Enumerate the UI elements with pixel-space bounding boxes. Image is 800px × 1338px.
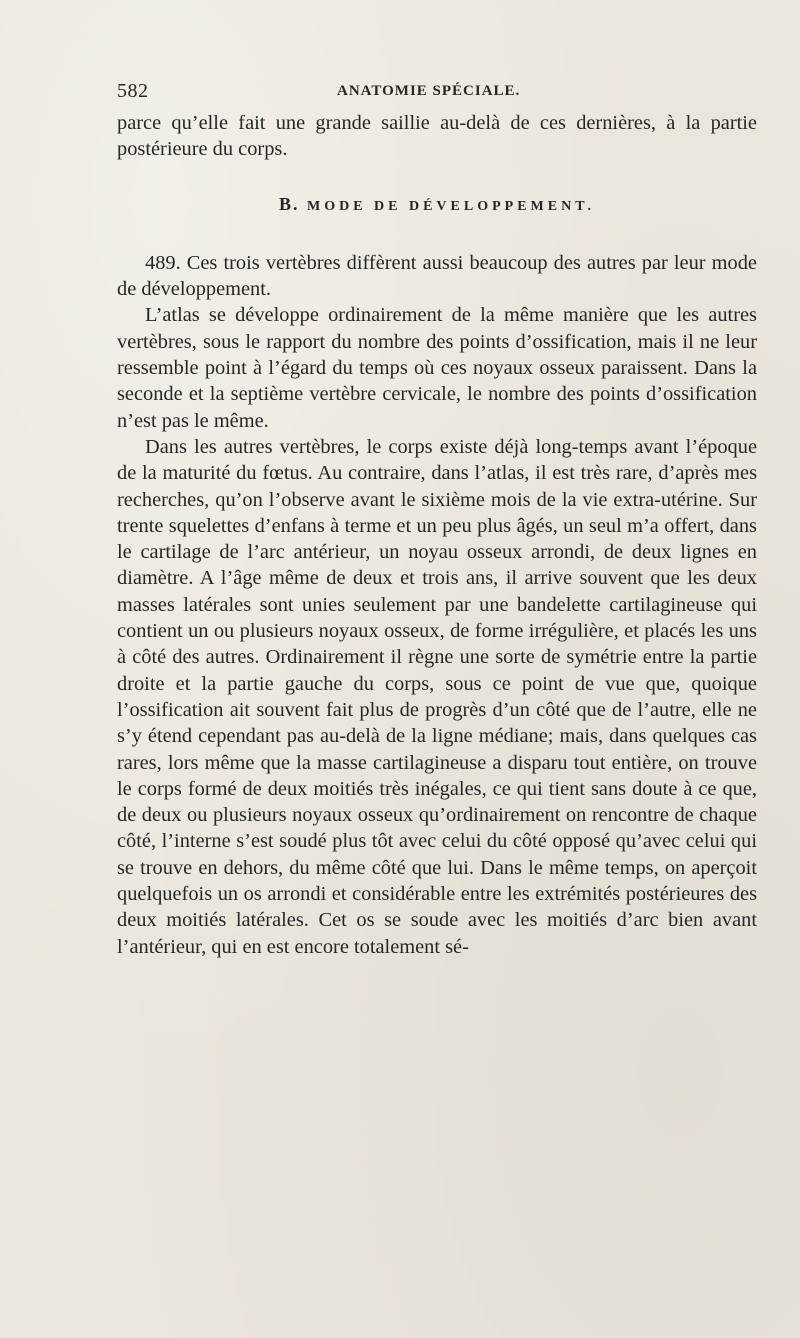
section-heading (117, 191, 757, 220)
paragraph-489: 489. Ces trois vertèbres diffèrent aussi beaucoup des autres par leur mode de développement. (117, 251, 757, 301)
running-head: ANATOMIE SPÉCIALE. (337, 83, 521, 99)
page-number: 582 (117, 80, 149, 102)
body-text (117, 110, 757, 960)
section-title: MODE DE DÉVELOPPEMENT. (306, 198, 596, 214)
paragraph-continuation: parce qu’elle fait une grande saillie au-delà de ces dernières, à la partie postérieure du corps. (117, 112, 757, 161)
page-header (117, 80, 757, 108)
section-letter: B. (278, 193, 300, 214)
paragraph-atlas: L’atlas se développe ordinairement de la même manière que les autres vertèbres, sous le rapport du nombre des points d’ossification, mais il ne leur ressemble point à l’égard du temps où ces noyaux osseux paraissent. Dans la seconde et la septième vertèbre cervicale, le nombre des points d’ossification n’est pas le même. (117, 304, 757, 432)
paragraph-vertebres: Dans les autres vertèbres, le corps existe déjà long-temps avant l’époque de la maturité du fœtus. Au contraire, dans l’atlas, il est très rare, d’après mes recherches, qu’on l’observe avant le sixième mois de la vie extra-utérine. Sur trente squelettes d’enfans à terme et un peu plus âgés, un seul m’a offert, dans le cartilage de l’arc antérieur, un noyau osseux arrondi, de deux lignes en diamètre. A l’âge même de deux et trois ans, il arrive souvent que les deux masses latérales sont unies seulement par une bandelette cartilagineuse qui contient un ou plusieurs noyaux osseux, de forme irrégulière, et placés les uns à côté des autres. Ordinairement il règne une sorte de symétrie entre la partie droite et la partie gauche du corps, sous ce point de vue que, quoique l’ossification ait souvent fait plus de progrès d’un côté que de l’autre, elle ne s’y étend cependant pas au-delà de la ligne médiane; mais, dans quelques cas rares, lors même que la masse cartilagineuse a disparu tout entière, on trouve le corps formé de deux moitiés très inégales, ce qui tient sans doute à ce que, de deux ou plusieurs noyaux osseux qu’ordinairement on rencontre de chaque côté, l’interne s’est soudé plus tôt avec celui du côté opposé qu’avec celui qui se trouve en dehors, du même côté que lui. Dans le même temps, on aperçoit quelquefois un os arrondi et considérable entre les extrémités postérieures des deux moitiés latérales. Cet os se soude avec les moitiés d’arc bien avant l’antérieur, qui en est encore totalement sé- (117, 435, 757, 958)
